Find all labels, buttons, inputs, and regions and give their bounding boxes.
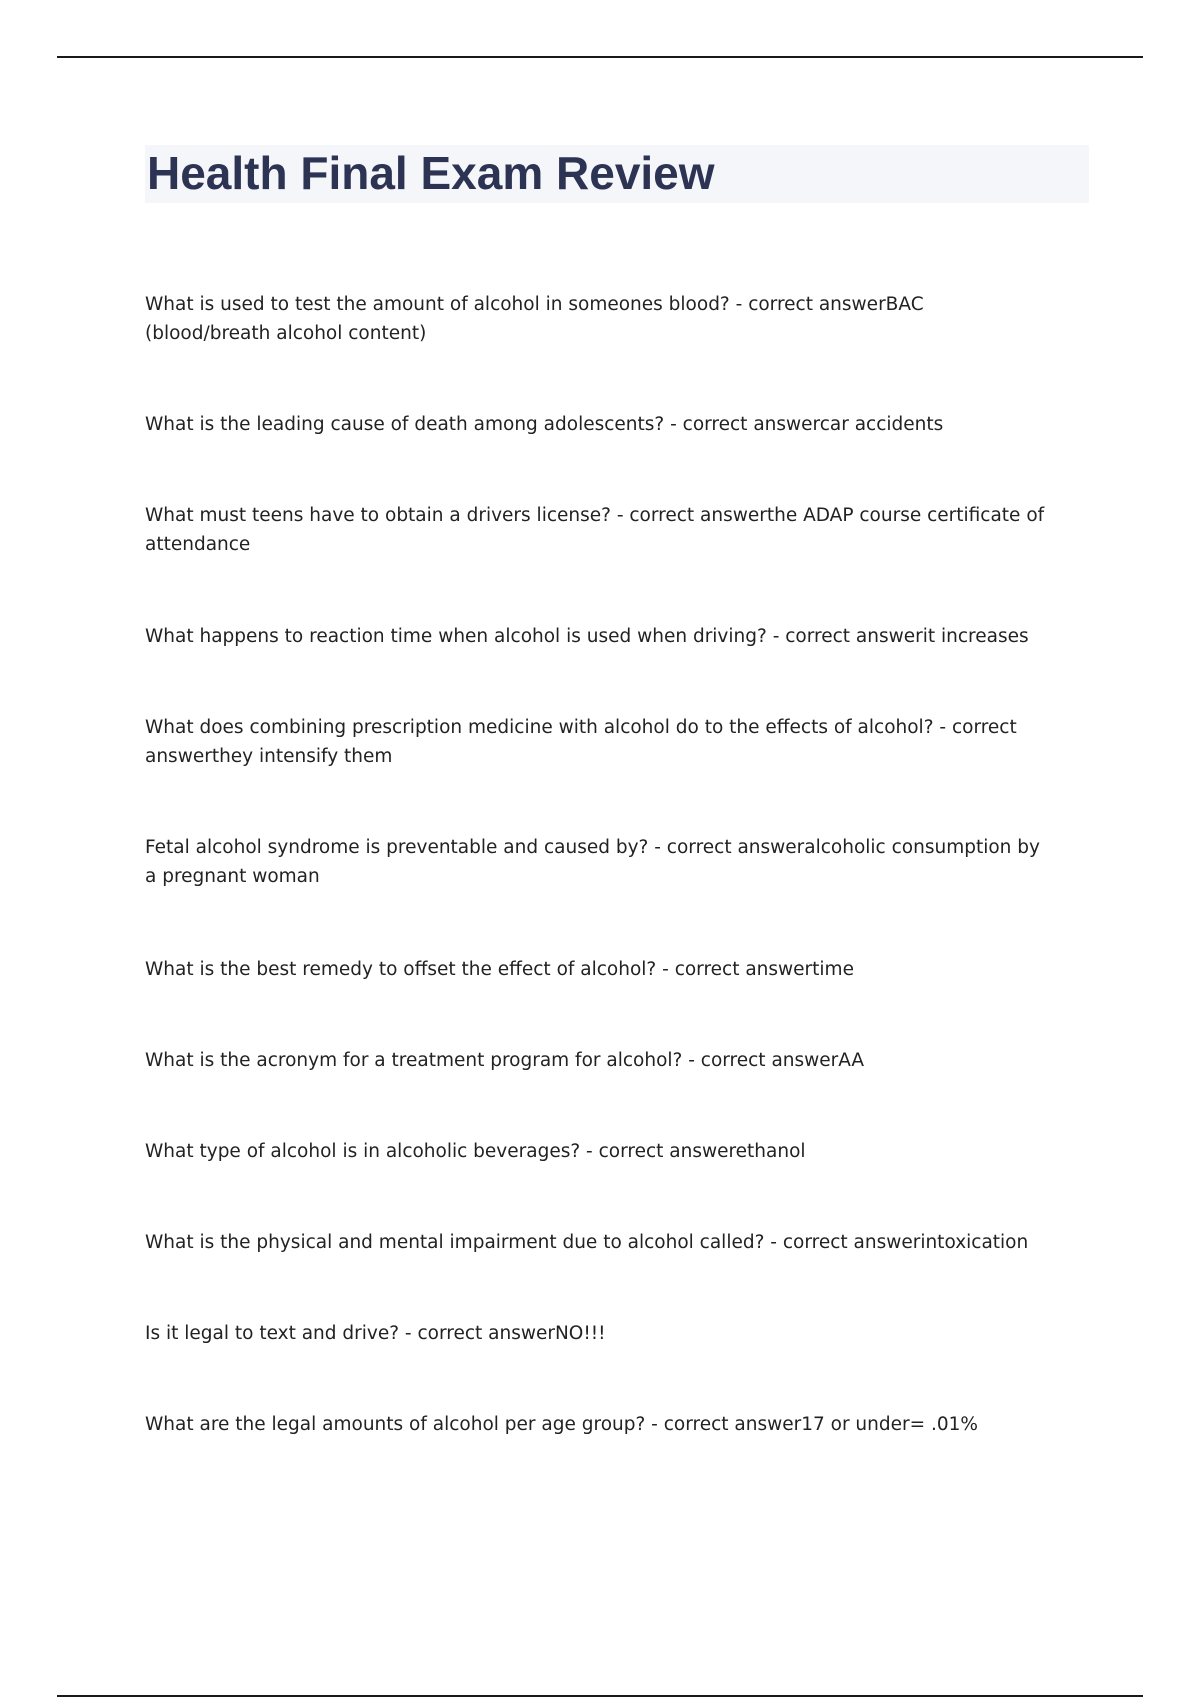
qa-item-11: Is it legal to text and drive? - correct answerNO!!!: [145, 1323, 606, 1344]
qa-item-9: What type of alcohol is in alcoholic beverages? - correct answerethanol: [145, 1141, 806, 1162]
qa-item-1: What is used to test the amount of alcohol in someones blood? - correct answerBAC (blood/breath alcohol content): [145, 294, 924, 344]
qa-item-5: What does combining prescription medicine with alcohol do to the effects of alcohol? - correct answerthey intensify them: [145, 717, 1017, 767]
qa-item-7: What is the best remedy to offset the effect of alcohol? - correct answertime: [145, 959, 854, 980]
bottom-rule: [57, 1695, 1143, 1697]
qa-item-8: What is the acronym for a treatment program for alcohol? - correct answerAA: [145, 1050, 865, 1071]
page-title: Health Final Exam Review: [147, 147, 715, 199]
qa-item-6: Fetal alcohol syndrome is preventable and caused by? - correct answeralcoholic consumption by a pregnant woman: [145, 837, 1040, 887]
qa-item-12: What are the legal amounts of alcohol per age group? - correct answer17 or under= .01%: [145, 1414, 978, 1435]
qa-item-4: What happens to reaction time when alcohol is used when driving? - correct answerit increases: [145, 626, 1029, 647]
qa-item-3: What must teens have to obtain a drivers license? - correct answerthe ADAP course certificate of attendance: [145, 505, 1045, 555]
top-rule: [57, 56, 1143, 58]
qa-item-10: What is the physical and mental impairment due to alcohol called? - correct answerintoxication: [145, 1232, 1029, 1253]
qa-item-2: What is the leading cause of death among adolescents? - correct answercar accidents: [145, 414, 944, 435]
